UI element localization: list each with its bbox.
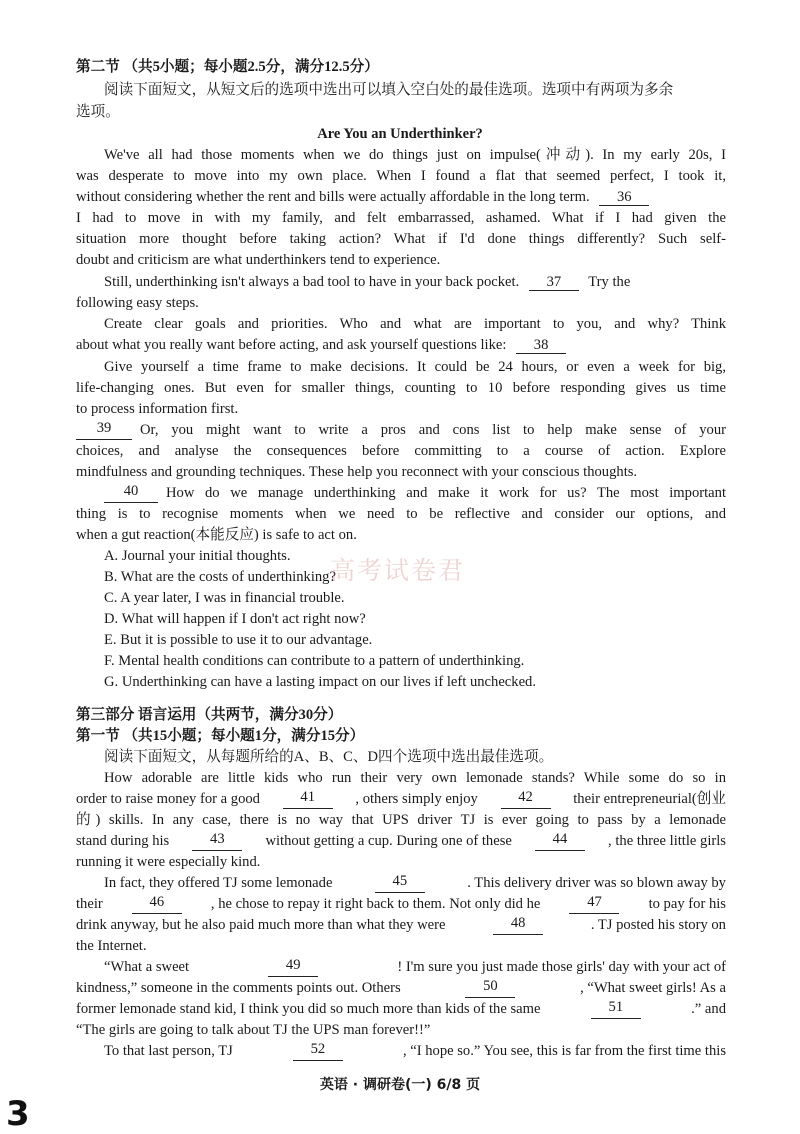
p1-line-3-text: without considering whether the rent and bills were actually affordable in the long term. [76, 189, 590, 205]
c3-line-2b: , “What sweet girls! As a [580, 980, 726, 996]
p2-line-1 [104, 272, 630, 292]
blank-45: 45 [375, 873, 425, 893]
c1-line-3: 的) skills. In any case, there is no way that UPS driver TJ is ever going to pass by a lemonade [76, 812, 726, 828]
option-a: A. Journal your initial thoughts. [104, 548, 291, 564]
p1-line-4: I had to move in with my family, and felt embarrassed, ashamed. What if I had given the [76, 210, 726, 226]
blank-42: 42 [501, 789, 551, 809]
option-b: B. What are the costs of underthinking? [104, 569, 336, 585]
blank-49: 49 [268, 957, 318, 977]
c2-line-3a: drink anyway, but he also paid much more than what they were [76, 917, 446, 933]
c1-line-4b: without getting a cup. During one of these [265, 833, 512, 849]
blank-51: 51 [591, 999, 641, 1019]
p6-line-1-text: How do we manage underthinking and make it work for us? The most important [166, 485, 726, 501]
part3-instruction: 阅读下面短文，从每题所给的A、B、C、D四个选项中选出最佳选项。 [104, 749, 554, 765]
c4-line-1a: To that last person, TJ [104, 1043, 233, 1059]
c3-line-3b: .” and [691, 1001, 726, 1017]
p5-line-2: choices, and analyse the consequences before committing to a course of action. Explore [76, 443, 726, 459]
blank-40: 40 [104, 483, 158, 503]
option-c: C. A year later, I was in financial trouble. [104, 590, 345, 606]
p5-line-1 [76, 420, 726, 440]
page-marker: 3 [6, 1094, 30, 1134]
p3-line-2-text: about what you really want before acting, and ask yourself questions like: [76, 337, 507, 353]
p1-line-6: doubt and criticism are what underthinkers tend to experience. [76, 252, 441, 268]
c2-line-3 [76, 915, 726, 935]
c2-line-2 [76, 894, 726, 914]
p3-line-1: Create clear goals and priorities. Who and what are important to you, and why? Think [104, 316, 726, 332]
p2-line-1-tail: Try the [588, 274, 631, 290]
c1-line-4a: stand during his [76, 833, 170, 849]
blank-41: 41 [283, 789, 333, 809]
c4-line-1 [104, 1041, 726, 1061]
c1-line-4 [76, 831, 726, 851]
c1-line-5: running it were especially kind. [76, 854, 261, 870]
c3-line-1a: “What a sweet [104, 959, 190, 975]
c1-line-1: How adorable are little kids who run their very own lemonade stands? While some do so in [104, 770, 726, 786]
blank-38: 38 [516, 337, 566, 354]
p1-line-2: was desperate to move into my own place. When I found a flat that seemed perfect, I took it, [76, 168, 726, 184]
section2-instruction-1: 阅读下面短文，从短文后的选项中选出可以填入空白处的最佳选项。选项中有两项为多余 [104, 82, 674, 98]
c2-line-2a: their [76, 896, 103, 912]
blank-39: 39 [76, 420, 132, 440]
c2-line-2b: , he chose to repay it right back to them. Not only did he [210, 896, 541, 912]
section2-header: 第二节 （共5小题；每小题2.5分，满分12.5分） [76, 59, 379, 75]
c1-line-4c: , the three little girls [608, 833, 726, 849]
c2-line-4: the Internet. [76, 938, 147, 954]
p1-line-3 [76, 187, 649, 207]
p2-line-2: following easy steps. [76, 295, 199, 311]
blank-37: 37 [529, 274, 579, 291]
c2-line-1 [104, 873, 726, 893]
p6-line-1 [104, 483, 726, 503]
p4-line-2: life-changing ones. But even for smaller things, counting to 10 before responding gives us time [76, 380, 726, 396]
p5-line-1-text: Or, you might want to write a pros and cons list to help make sense of your [140, 422, 726, 438]
c3-line-2a: kindness,” someone in the comments points out. Others [76, 980, 401, 996]
blank-46: 46 [132, 894, 182, 914]
p2-line-1-text: Still, underthinking isn't always a bad tool to have in your back pocket. [104, 274, 520, 290]
c1-line-2 [76, 789, 726, 809]
page-footer: 英语 · 调研卷(一) 6/8 页 [319, 1077, 481, 1093]
option-f: F. Mental health conditions can contribute to a pattern of underthinking. [104, 653, 525, 669]
blank-52: 52 [293, 1041, 343, 1061]
blank-48: 48 [493, 915, 543, 935]
c2-line-1a: In fact, they offered TJ some lemonade [104, 875, 333, 891]
c3-line-2 [76, 978, 726, 998]
c3-line-4: “The girls are going to talk about TJ the UPS man forever!!” [76, 1022, 431, 1038]
c2-line-1b: . This delivery driver was so blown away by [467, 875, 726, 891]
watermark: 高考试卷君 [330, 556, 466, 585]
blank-43: 43 [192, 831, 242, 851]
blank-47: 47 [569, 894, 619, 914]
blank-36: 36 [599, 189, 649, 206]
part3-section1-header: 第一节 （共15小题；每小题1分，满分15分） [76, 728, 365, 744]
part3-header: 第三部分 语言运用（共两节，满分30分） [76, 707, 343, 723]
c1-line-2b: , others simply enjoy [355, 791, 478, 807]
c3-line-1b: ! I'm sure you just made those girls' day with your act of [397, 959, 726, 975]
option-d: D. What will happen if I don't act right now? [104, 611, 366, 627]
c3-line-3a: former lemonade stand kid, I think you did so much more than kids of the same [76, 1001, 541, 1017]
option-e: E. But it is possible to use it to our advantage. [104, 632, 373, 648]
p4-line-1: Give yourself a time frame to make decisions. It could be 24 hours, or even a week for big, [104, 359, 726, 375]
blank-50: 50 [465, 978, 515, 998]
p3-line-2 [76, 335, 566, 355]
c1-line-2c: their entrepreneurial(创业 [573, 791, 726, 807]
p1-line-1: We've all had those moments when we do things just on impulse(冲动). In my early 20s, I [104, 147, 726, 163]
p5-line-3: mindfulness and grounding techniques. These help you reconnect with your conscious thoughts. [76, 464, 638, 480]
section2-instruction-2: 选项。 [76, 104, 120, 120]
c1-line-2a: order to raise money for a good [76, 791, 260, 807]
p6-line-2: thing is to recognise moments when we need to be reflective and consider our options, and [76, 506, 726, 522]
p4-line-3: to process information first. [76, 401, 239, 417]
c3-line-1 [104, 957, 726, 977]
passage-title: Are You an Underthinker? [317, 126, 483, 142]
p1-line-5: situation more thought before taking action? What if I'd done things differently? Such self- [76, 231, 726, 247]
c2-line-3b: . TJ posted his story on [590, 917, 726, 933]
c3-line-3 [76, 999, 726, 1019]
c4-line-1b: , “I hope so.” You see, this is far from the first time this [402, 1043, 726, 1059]
blank-44: 44 [535, 831, 585, 851]
c2-line-2c: to pay for his [648, 896, 726, 912]
p6-line-3: when a gut reaction(本能反应) is safe to act on. [76, 527, 357, 543]
option-g: G. Underthinking can have a lasting impact on our lives if left unchecked. [104, 674, 537, 690]
